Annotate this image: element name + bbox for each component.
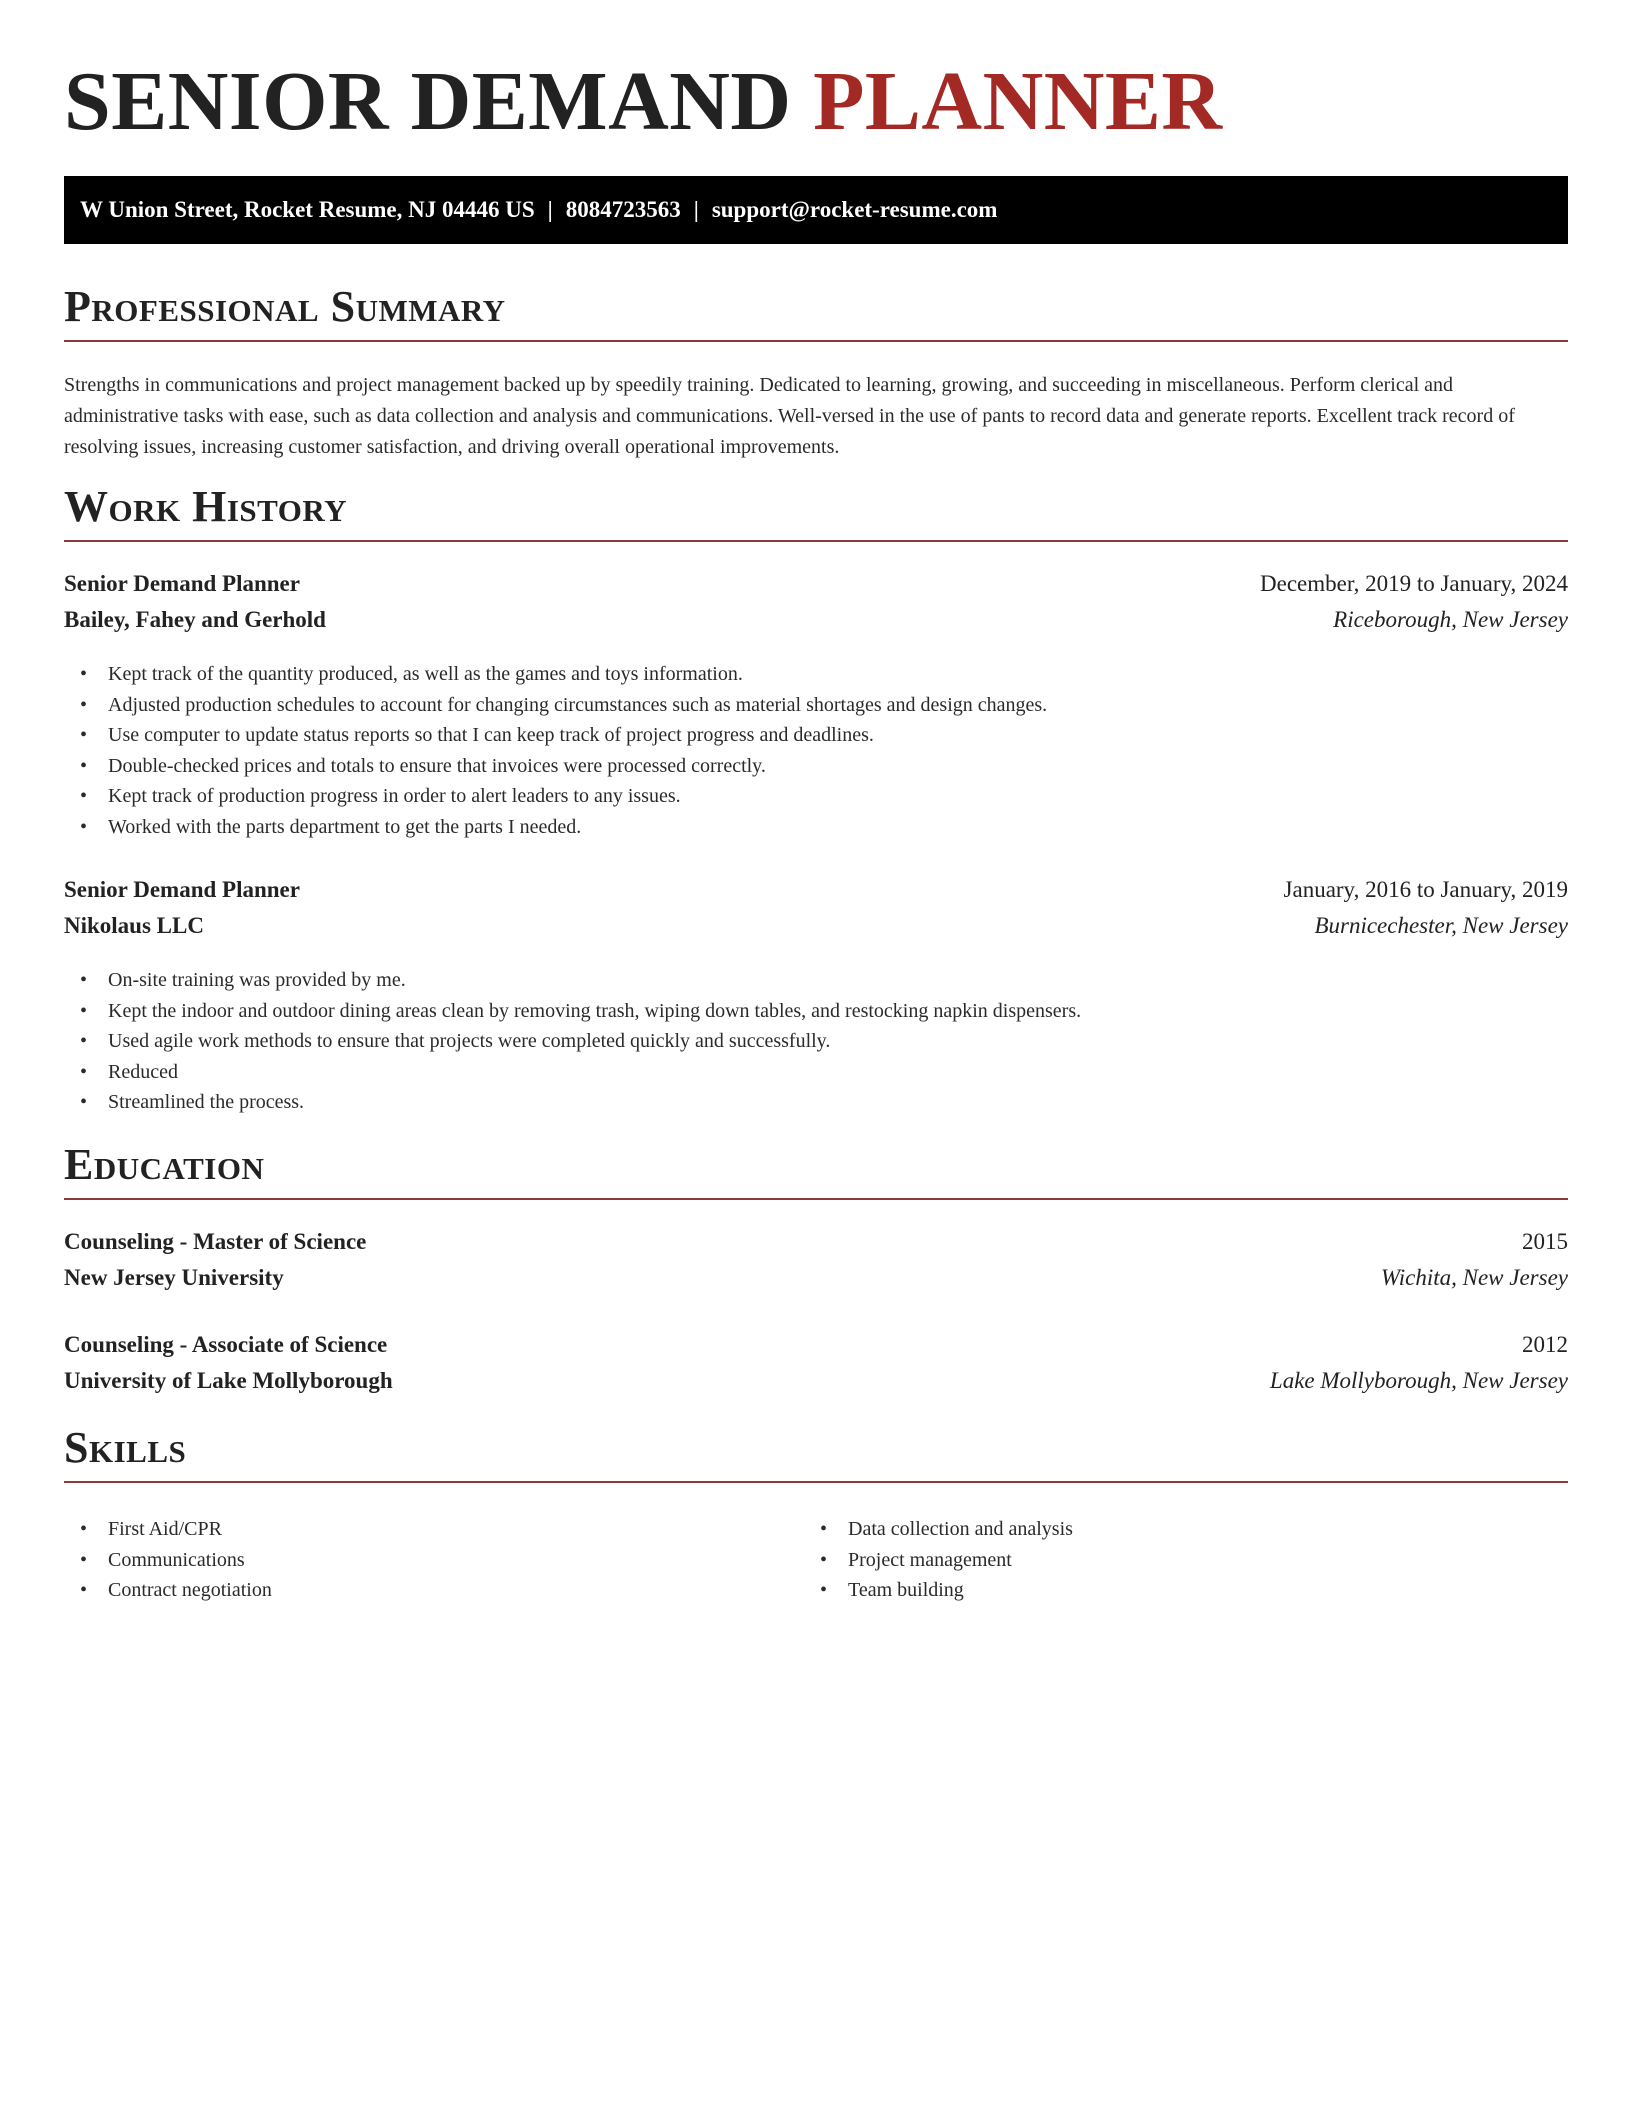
job-title: Senior Demand Planner [64,877,300,902]
job-dates: December, 2019 to January, 2024 [1260,571,1568,596]
list-item: • Adjusted production schedules to account for changing circumstances such as material shortages and design changes. [80,693,1048,716]
contact-separator: | [693,197,699,222]
education-year: 2012 [1522,1332,1568,1357]
list-item: • Data collection and analysis [820,1518,1073,1540]
job-company: Nikolaus LLC [64,913,204,938]
list-item: • Worked with the parts department to get the parts I needed. [80,815,582,838]
education-degree-row [64,1224,1568,1260]
education-degree-row [64,1327,1568,1363]
list-item: • Contract negotiation [80,1579,272,1601]
job-title: Senior Demand Planner [64,571,300,596]
list-item: • Communications [80,1548,245,1571]
contact-separator: | [547,197,553,222]
job-location: Burnicechester, New Jersey [1314,913,1568,938]
contact-address: W Union Street, Rocket Resume, NJ 04446 US [80,197,535,222]
education-degree: Counseling - Associate of Science [64,1332,388,1357]
list-item: • On-site training was provided by me. [80,969,406,991]
work-history-heading: Work History [64,482,1568,542]
list-item: • Use computer to update status reports so that I can keep track of project progress and deadlines. [80,724,874,746]
resume-title [64,0,1568,146]
title-main: SENIOR DEMAND [64,55,792,148]
education-location: Wichita, New Jersey [1380,1265,1568,1290]
job-dates: January, 2016 to January, 2019 [1283,877,1568,902]
list-item: • Kept the indoor and outdoor dining areas clean by removing trash, wiping down tables, and restocking napkin dispensers. [80,999,1082,1022]
job-header-row [64,566,1568,602]
contact-email: support@rocket-resume.com [711,197,998,222]
job-company-row [64,602,1568,638]
list-item: • Double-checked prices and totals to ensure that invoices were processed correctly. [80,754,766,777]
skills-heading: Skills [64,1423,1568,1483]
summary-heading: Professional Summary [64,282,1568,342]
education-year: 2015 [1522,1229,1568,1254]
education-school-row [64,1363,1568,1399]
list-item: • Streamlined the process. [80,1091,305,1113]
job-entry [64,872,1568,944]
list-item: • Kept track of the quantity produced, as well as the games and toys information. [80,663,743,685]
list-item: • First Aid/CPR [80,1518,222,1540]
list-item: • Kept track of production progress in order to alert leaders to any issues. [80,785,681,807]
job-header-row [64,872,1568,908]
education-entry [64,1327,1568,1399]
skills-list-right [804,1514,1632,1606]
list-item: • Reduced [80,1060,178,1083]
education-school: New Jersey University [64,1265,284,1290]
contact-phone: 8084723563 [565,197,681,222]
education-school: University of Lake Mollyborough [64,1368,393,1393]
resume-page [64,0,1568,1601]
job-company-row [64,908,1568,944]
education-entry [64,1224,1568,1296]
list-item: • Used agile work methods to ensure that projects were completed quickly and successfully. [80,1030,831,1052]
education-school-row [64,1260,1568,1296]
job-company: Bailey, Fahey and Gerhold [64,607,326,632]
job-bullets [64,659,1568,842]
job-bullets [64,965,1568,1118]
title-accent: PLANNER [813,55,1223,148]
contact-bar [64,176,1568,244]
education-degree: Counseling - Master of Science [64,1229,367,1254]
list-item: • Team building [820,1579,964,1601]
education-heading: Education [64,1140,1568,1200]
job-location: Riceborough, New Jersey [1333,607,1568,632]
list-item: • Project management [820,1548,1012,1571]
education-location: Lake Mollyborough, New Jersey [1269,1368,1568,1393]
summary-text: Strengths in communications and project management backed up by speedily training. Dedicated to learning, growing, and succeeding in miscellaneous. Perform clerical and administrative tasks with ease, such as data collection and analysis and communications. Well-versed in the use of pants to record data and generate reports. Excellent track record of resolving issues, increasing customer satisfaction, and driving overall operational improvements. [64,374,1515,458]
job-entry [64,566,1568,638]
